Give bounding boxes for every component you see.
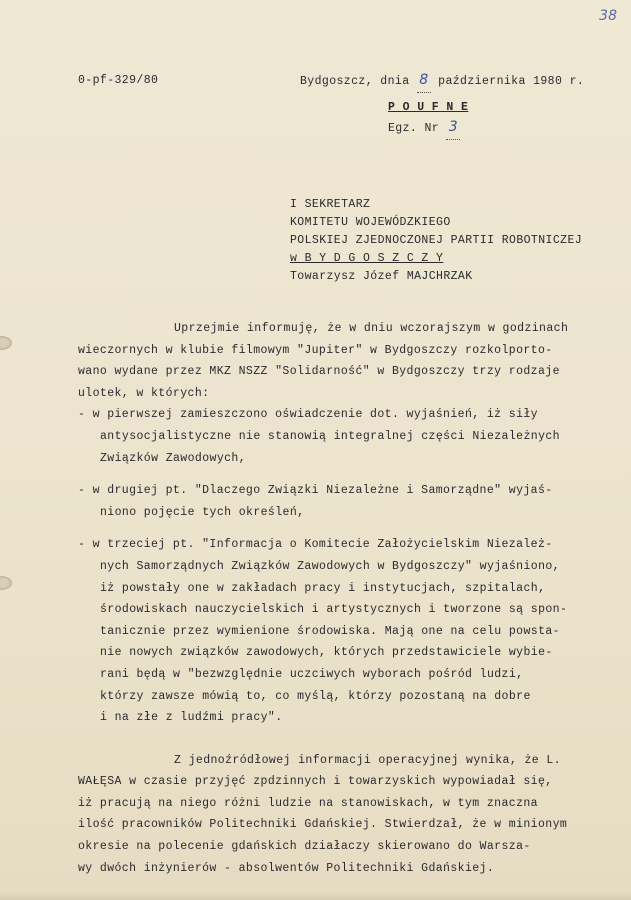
addressee-block bbox=[290, 196, 582, 286]
dateline bbox=[300, 69, 584, 93]
bullet-line: - w drugiej pt. "Dlaczego Związki Niezależne i Samorządne" wyjaś- bbox=[78, 484, 553, 498]
bullet-line: tanicznie przez wymienione środowiska. Mają one na celu powsta- bbox=[100, 624, 560, 638]
punch-hole bbox=[0, 336, 12, 350]
bullet-line: - w pierwszej zamieszczono oświadczenie dot. wyjaśnień, iż siły bbox=[78, 408, 538, 422]
bullet-line: niono pojęcie tych określeń, bbox=[100, 505, 305, 519]
body-line: WAŁĘSA w czasie przyjęć zpdzinnych i towarzyskich wypowiadał się, bbox=[78, 775, 553, 789]
copy-label: Egz. Nr bbox=[388, 122, 440, 135]
body-line: wieczornych w klubie filmowym "Jupiter" w Bydgoszczy rozkolporto- bbox=[78, 343, 553, 357]
date-prefix: Bydgoszcz, dnia bbox=[300, 75, 410, 88]
bullet-line: nie nowych związków zawodowych, których przedstawiciele wybie- bbox=[100, 646, 553, 660]
body-line: okresie na polecenie gdańskich działaczy skierowano do Warsza- bbox=[78, 840, 531, 854]
page-number: 38 bbox=[599, 8, 617, 24]
body-line: iż pracują na niego różni ludzie na stanowiskach, w tym znaczna bbox=[78, 796, 538, 810]
bullet-line: rani będą w "bezwzględnie uczciwych wyborach pośród ludzi, bbox=[100, 667, 524, 681]
bullet-line: i na złe z ludźmi pracy". bbox=[100, 711, 283, 725]
body-line: wy dwóch inżynierów - absolwentów Politechniki Gdańskiej. bbox=[78, 861, 495, 875]
body-line: ilość pracowników Politechniki Gdańskiej. Stwierdzał, że w minionym bbox=[78, 818, 568, 832]
bullet-line: iż powstały one w zakładach pracy i instytucjach, szpitalach, bbox=[100, 581, 546, 595]
address-line: KOMITETU WOJEWÓDZKIEGO bbox=[290, 216, 451, 229]
punch-hole bbox=[0, 576, 12, 590]
body-line: ulotek, w których: bbox=[78, 386, 210, 400]
letter-body bbox=[78, 318, 618, 879]
bullet-line: środowiskach nauczycielskich i artystycznych i tworzone są spon- bbox=[100, 603, 568, 617]
bullet-line: którzy zawsze mówią to, co myślą, którzy pozostaną na dobre bbox=[100, 689, 531, 703]
classification-mark: P O U F N E bbox=[388, 101, 469, 114]
address-line: I SEKRETARZ bbox=[290, 198, 371, 211]
bullet-line: Związków Zawodowych, bbox=[100, 451, 247, 465]
date-day-handwritten: 8 bbox=[417, 69, 431, 93]
copy-number-handwritten: 3 bbox=[446, 116, 460, 140]
address-line: Towarzysz Józef MAJCHRZAK bbox=[290, 270, 473, 283]
bullet-line: nych Samorządnych Związków Zawodowych w Bydgoszczy" wyjaśniono, bbox=[100, 559, 560, 573]
page-edge-shadow bbox=[0, 892, 631, 900]
body-line: wano wydane przez MKZ NSZZ "Solidarność" w Bydgoszczy trzy rodzaje bbox=[78, 365, 560, 379]
reference-number: 0-pf-329/80 bbox=[78, 74, 159, 87]
address-line: w B Y D G O S Z C Z Y bbox=[290, 252, 444, 265]
date-suffix: października 1980 r. bbox=[438, 75, 585, 88]
copy-number-line bbox=[388, 116, 460, 140]
body-line: Z jednoźródłowej informacji operacyjnej wynika, że L. bbox=[174, 753, 561, 767]
bullet-line: antysocjalistyczne nie stanowią integralnej części Niezależnych bbox=[100, 429, 560, 443]
address-line: POLSKIEJ ZJEDNOCZONEJ PARTII ROBOTNICZEJ bbox=[290, 234, 583, 247]
body-line: Uprzejmie informuję, że w dniu wczorajszym w godzinach bbox=[174, 322, 569, 335]
bullet-line: - w trzeciej pt. "Informacja o Komitecie Założycielskim Niezależ- bbox=[78, 538, 553, 552]
